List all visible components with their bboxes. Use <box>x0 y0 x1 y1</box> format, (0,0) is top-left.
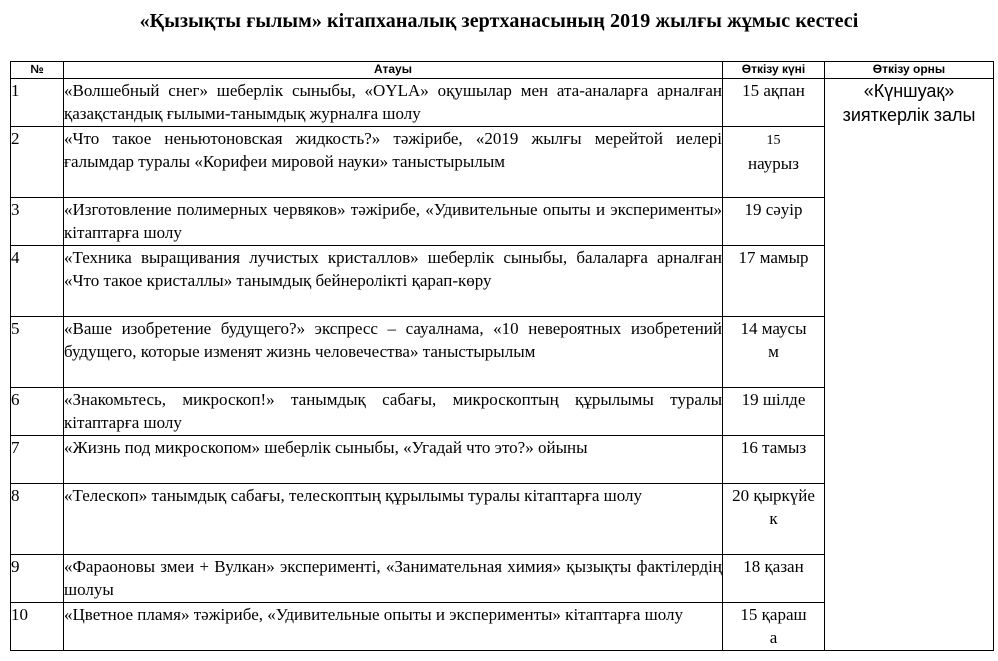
row-number: 3 <box>11 198 64 246</box>
event-name: «Знакомьтесь, микроскоп!» танымдық сабағы, микроскоптың құрылымы туралы кітаптарға шолу <box>64 388 723 436</box>
row-number: 1 <box>11 79 64 127</box>
event-date <box>723 127 825 198</box>
event-date: 19 шілде <box>723 388 825 436</box>
column-header-date: Өткізу күні <box>723 62 825 79</box>
row-number: 7 <box>11 436 64 484</box>
event-name: «Что такое неньютоновская жидкость?» тәжірибе, «2019 жылғы мерейтой иелері ғалымдар туралы «Корифеи мировой науки» таныстырылым <box>64 127 723 198</box>
event-date: 15 қараша <box>723 603 825 651</box>
event-name: «Изготовление полимерных червяков» тәжірибе, «Удивительные опыты и эксперименты» кітаптарға шолу <box>64 198 723 246</box>
event-date: 19 сәуір <box>723 198 825 246</box>
event-date: 16 тамыз <box>723 436 825 484</box>
row-number: 8 <box>11 484 64 555</box>
event-name: «Волшебный снег» шеберлік сыныбы, «OYLA» оқушылар мен ата-аналарға арналған қазақстандық ғылыми-танымдық журналға шолу <box>64 79 723 127</box>
event-date: 15 ақпан <box>723 79 825 127</box>
schedule-table <box>10 61 994 651</box>
event-date-month: наурыз <box>748 154 799 173</box>
table-header-row <box>11 62 994 79</box>
event-date: 17 мамыр <box>723 246 825 317</box>
event-name: «Цветное пламя» тәжірибе, «Удивительные опыты и эксперименты» кітаптарға шолу <box>64 603 723 651</box>
event-date: 18 қазан <box>723 555 825 603</box>
event-name: «Ваше изобретение будущего?» экспресс – сауалнама, «10 невероятных изобретений будущего, которые изменят жизнь человечества» таныстырылым <box>64 317 723 388</box>
row-number: 10 <box>11 603 64 651</box>
row-number: 4 <box>11 246 64 317</box>
row-number: 5 <box>11 317 64 388</box>
event-name: «Техника выращивания лучистых кристаллов» шеберлік сыныбы, балаларға арналған «Что такое кристаллы» танымдық бейнеролікті қарап-көру <box>64 246 723 317</box>
page-title: «Қызықты ғылым» кітапханалық зертханасының 2019 жылғы жұмыс кестесі <box>139 10 859 32</box>
event-name: «Телескоп» танымдық сабағы, телескоптың құрылымы туралы кітаптарға шолу <box>64 484 723 555</box>
event-date-day: 15 <box>766 133 781 148</box>
event-name: «Фараоновы змеи + Вулкан» эксперименті, «Занимательная химия» қызықты фактілердің шолуы <box>64 555 723 603</box>
event-place: «Күншуақ» зияткерлік залы <box>825 79 994 651</box>
column-header-place: Өткізу орны <box>825 62 994 79</box>
row-number: 9 <box>11 555 64 603</box>
column-header-name: Атауы <box>64 62 723 79</box>
column-header-number: № <box>11 62 64 79</box>
event-name: «Жизнь под микроскопом» шеберлік сыныбы, «Угадай что это?» ойыны <box>64 436 723 484</box>
event-date: 20 қыркүйек <box>723 484 825 555</box>
table-row <box>11 79 994 127</box>
event-date: 14 маусым <box>723 317 825 388</box>
row-number: 6 <box>11 388 64 436</box>
row-number: 2 <box>11 127 64 198</box>
